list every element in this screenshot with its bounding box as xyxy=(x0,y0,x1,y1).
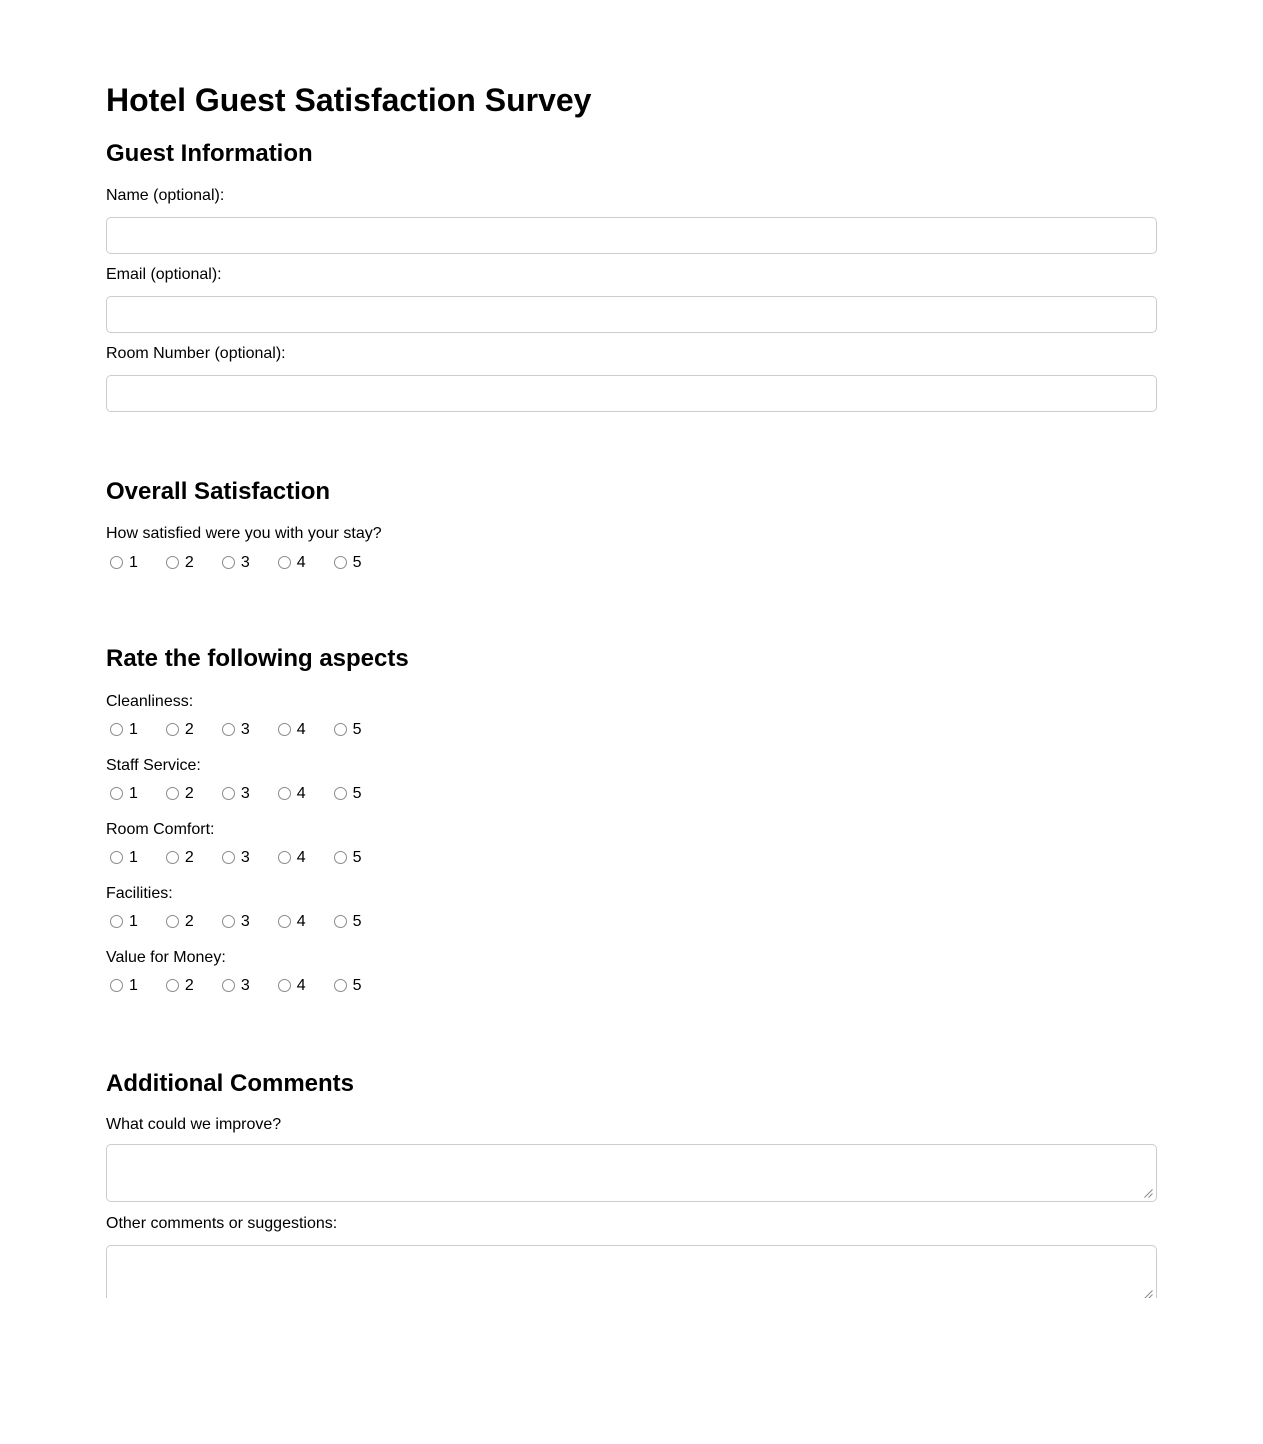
cleanliness-option-4 xyxy=(278,720,306,739)
staff-service-2-radio[interactable] xyxy=(166,787,179,800)
overall-rating-5-radio[interactable] xyxy=(334,556,347,569)
overall-rating-option-5 xyxy=(334,553,362,572)
staff-service-option-1 xyxy=(110,784,138,803)
facilities-4-radio[interactable] xyxy=(278,915,291,928)
overall-rating-1-label: 1 xyxy=(129,554,138,571)
staff-service-option-5 xyxy=(334,784,362,803)
staff-service-1-label: 1 xyxy=(129,785,138,802)
staff-service-option-3 xyxy=(222,784,250,803)
facilities-5-label: 5 xyxy=(352,913,362,930)
cleanliness-option-2 xyxy=(166,720,194,739)
overall-rating-3-radio[interactable] xyxy=(222,556,235,569)
room-comfort-option-2 xyxy=(166,848,194,867)
facilities-option-3 xyxy=(222,912,250,931)
room-number-label: Room Number (optional): xyxy=(106,345,286,362)
section-guest-information xyxy=(106,140,1157,412)
name-label: Name (optional): xyxy=(106,187,225,204)
overall-rating-option-3 xyxy=(222,553,250,572)
staff-service-4-label: 4 xyxy=(296,785,306,802)
overall-rating-4-label: 4 xyxy=(296,554,306,571)
overall-rating-option-4 xyxy=(278,553,306,572)
name-input[interactable] xyxy=(106,217,1157,254)
cleanliness-3-radio[interactable] xyxy=(222,723,235,736)
value-for-money-5-label: 5 xyxy=(352,977,362,994)
staff-service-5-label: 5 xyxy=(352,785,362,802)
value-for-money-option-5 xyxy=(334,976,362,995)
page-title: Hotel Guest Satisfaction Survey xyxy=(106,82,592,118)
facilities-label: Facilities: xyxy=(106,885,173,902)
improve-label: What could we improve? xyxy=(106,1116,282,1133)
rate-aspects-heading: Rate the following aspects xyxy=(106,645,409,672)
survey-form xyxy=(106,0,1157,1298)
cleanliness-4-radio[interactable] xyxy=(278,723,291,736)
staff-service-2-label: 2 xyxy=(184,785,194,802)
resize-handle-icon[interactable] xyxy=(1142,1187,1154,1199)
value-for-money-5-radio[interactable] xyxy=(334,979,347,992)
cleanliness-label: Cleanliness: xyxy=(106,693,194,710)
room-number-input[interactable] xyxy=(106,375,1157,412)
section-rate-aspects xyxy=(106,645,1157,995)
additional-comments-heading: Additional Comments xyxy=(106,1070,355,1097)
email-label: Email (optional): xyxy=(106,266,222,283)
room-comfort-5-label: 5 xyxy=(352,849,362,866)
overall-satisfaction-question: How satisfied were you with your stay? xyxy=(106,525,382,542)
staff-service-3-label: 3 xyxy=(240,785,250,802)
value-for-money-1-label: 1 xyxy=(129,977,138,994)
value-for-money-1-radio[interactable] xyxy=(110,979,123,992)
staff-service-4-radio[interactable] xyxy=(278,787,291,800)
overall-rating-3-label: 3 xyxy=(240,554,250,571)
improve-textarea[interactable] xyxy=(106,1144,1157,1202)
value-for-money-4-radio[interactable] xyxy=(278,979,291,992)
facilities-1-radio[interactable] xyxy=(110,915,123,928)
facilities-5-radio[interactable] xyxy=(334,915,347,928)
cleanliness-3-label: 3 xyxy=(240,721,250,738)
facilities-4-label: 4 xyxy=(296,913,306,930)
room-comfort-4-radio[interactable] xyxy=(278,851,291,864)
room-comfort-3-radio[interactable] xyxy=(222,851,235,864)
value-for-money-option-1 xyxy=(110,976,138,995)
cleanliness-2-radio[interactable] xyxy=(166,723,179,736)
facilities-2-label: 2 xyxy=(184,913,194,930)
room-comfort-2-label: 2 xyxy=(184,849,194,866)
room-comfort-option-5 xyxy=(334,848,362,867)
facilities-option-5 xyxy=(334,912,362,931)
room-comfort-option-4 xyxy=(278,848,306,867)
facilities-3-radio[interactable] xyxy=(222,915,235,928)
staff-service-rating-group xyxy=(110,784,1157,803)
section-additional-comments xyxy=(106,1070,1157,1298)
guest-information-heading: Guest Information xyxy=(106,140,313,167)
section-overall-satisfaction xyxy=(106,478,1157,572)
room-comfort-rating-group xyxy=(110,848,1157,867)
room-comfort-1-label: 1 xyxy=(129,849,138,866)
staff-service-5-radio[interactable] xyxy=(334,787,347,800)
value-for-money-rating-group xyxy=(110,976,1157,995)
resize-handle-icon[interactable] xyxy=(1142,1288,1154,1298)
room-comfort-4-label: 4 xyxy=(296,849,306,866)
overall-rating-2-label: 2 xyxy=(184,554,194,571)
cleanliness-option-1 xyxy=(110,720,138,739)
facilities-1-label: 1 xyxy=(129,913,138,930)
staff-service-3-radio[interactable] xyxy=(222,787,235,800)
overall-rating-option-2 xyxy=(166,553,194,572)
cleanliness-1-radio[interactable] xyxy=(110,723,123,736)
cleanliness-4-label: 4 xyxy=(296,721,306,738)
cleanliness-5-label: 5 xyxy=(352,721,362,738)
room-comfort-3-label: 3 xyxy=(240,849,250,866)
room-comfort-label: Room Comfort: xyxy=(106,821,215,838)
facilities-2-radio[interactable] xyxy=(166,915,179,928)
room-comfort-1-radio[interactable] xyxy=(110,851,123,864)
email-input[interactable] xyxy=(106,296,1157,333)
other-comments-textarea-wrap xyxy=(106,1245,1157,1298)
staff-service-option-2 xyxy=(166,784,194,803)
cleanliness-option-5 xyxy=(334,720,362,739)
value-for-money-2-label: 2 xyxy=(184,977,194,994)
improve-textarea-wrap xyxy=(106,1144,1157,1202)
value-for-money-4-label: 4 xyxy=(296,977,306,994)
value-for-money-3-radio[interactable] xyxy=(222,979,235,992)
cleanliness-option-3 xyxy=(222,720,250,739)
value-for-money-2-radio[interactable] xyxy=(166,979,179,992)
value-for-money-option-4 xyxy=(278,976,306,995)
value-for-money-label: Value for Money: xyxy=(106,949,226,966)
value-for-money-option-2 xyxy=(166,976,194,995)
room-comfort-option-3 xyxy=(222,848,250,867)
cleanliness-5-radio[interactable] xyxy=(334,723,347,736)
room-comfort-option-1 xyxy=(110,848,138,867)
value-for-money-3-label: 3 xyxy=(240,977,250,994)
facilities-option-1 xyxy=(110,912,138,931)
cleanliness-1-label: 1 xyxy=(129,721,138,738)
overall-satisfaction-heading: Overall Satisfaction xyxy=(106,478,331,505)
staff-service-1-radio[interactable] xyxy=(110,787,123,800)
room-comfort-2-radio[interactable] xyxy=(166,851,179,864)
other-comments-label: Other comments or suggestions: xyxy=(106,1215,338,1232)
facilities-rating-group xyxy=(110,912,1157,931)
facilities-option-4 xyxy=(278,912,306,931)
staff-service-option-4 xyxy=(278,784,306,803)
facilities-option-2 xyxy=(166,912,194,931)
other-comments-textarea[interactable] xyxy=(106,1245,1157,1298)
overall-rating-group xyxy=(110,553,1157,572)
overall-rating-1-radio[interactable] xyxy=(110,556,123,569)
staff-service-label: Staff Service: xyxy=(106,757,201,774)
overall-rating-4-radio[interactable] xyxy=(278,556,291,569)
cleanliness-rating-group xyxy=(110,720,1157,739)
overall-rating-2-radio[interactable] xyxy=(166,556,179,569)
facilities-3-label: 3 xyxy=(240,913,250,930)
cleanliness-2-label: 2 xyxy=(184,721,194,738)
room-comfort-5-radio[interactable] xyxy=(334,851,347,864)
value-for-money-option-3 xyxy=(222,976,250,995)
overall-rating-5-label: 5 xyxy=(352,554,362,571)
overall-rating-option-1 xyxy=(110,553,138,572)
